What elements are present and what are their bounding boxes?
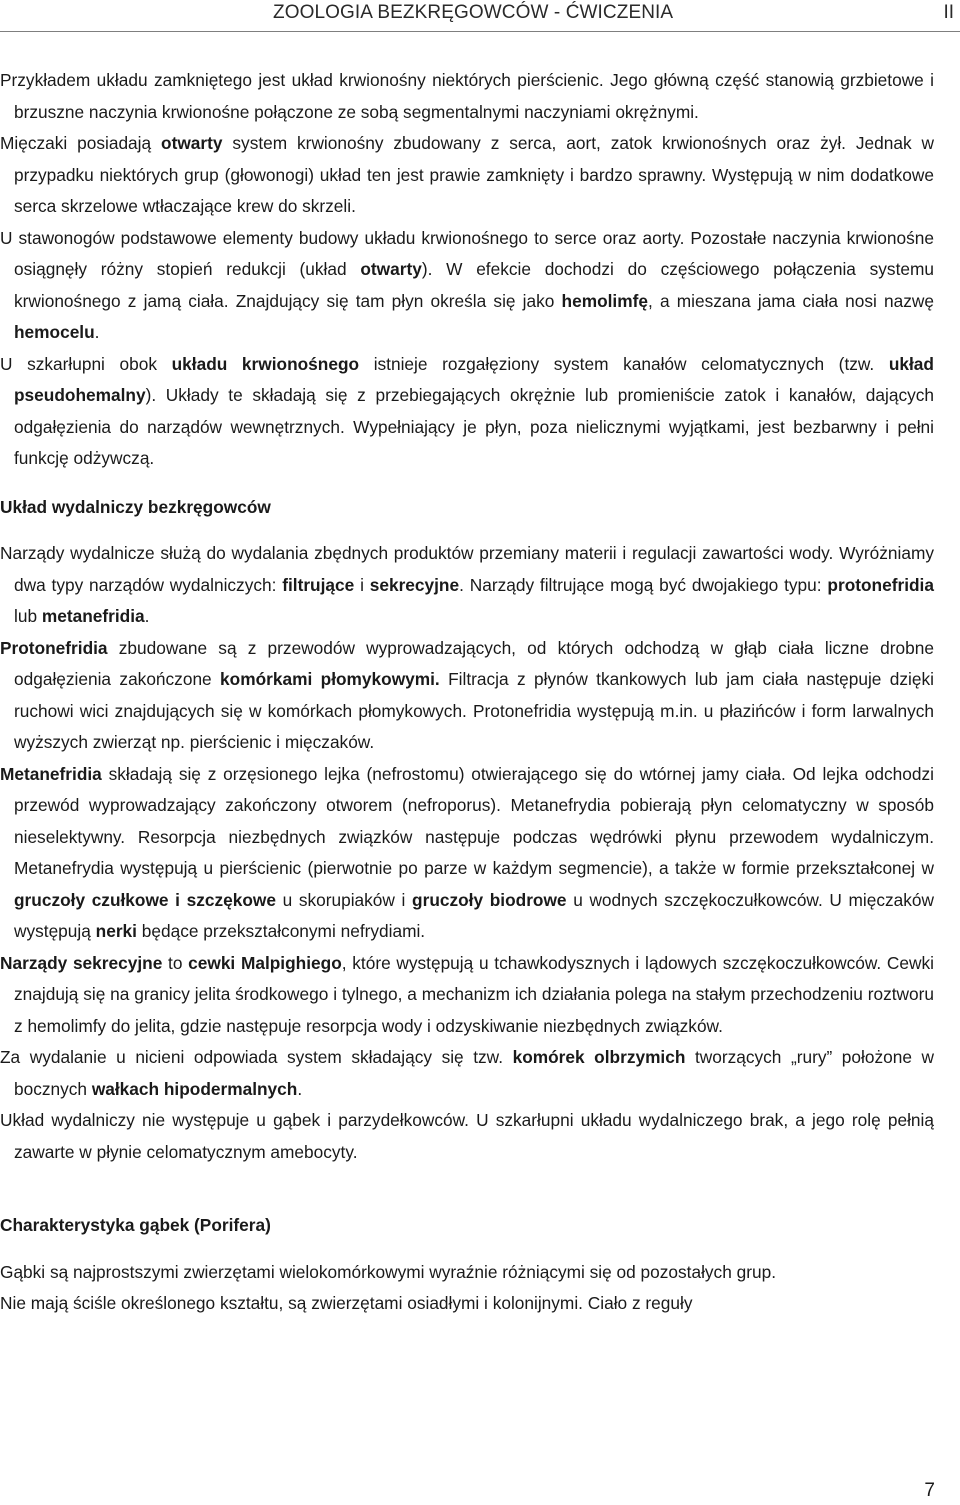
text-run: Przykładem układu zamkniętego jest układ krwionośny niektórych pierścienic. Jego główną część stanowią grzbietowe i brzuszne naczynia krwionośne połączone ze sobą segmentalnymi naczyniami okrężnymi. bbox=[0, 70, 934, 122]
text-run: . Narządy filtrujące mogą być dwojakiego typu: bbox=[459, 574, 828, 595]
bold-term: metanefridia bbox=[41, 606, 145, 626]
bold-term: układ pseudohemalny bbox=[14, 353, 934, 405]
text-run: system krwionośny zbudowany z serca, aort, zatok krwionośnych oraz żył. Jednak w przypadku niektórych grup (głowonogi) układ ten jest prawie zamknięty i bardzo sprawny. Występują w nim dodatkowe serca skrzelowe wtłaczające krew do skrzeli. bbox=[14, 133, 935, 216]
text-run: lub bbox=[14, 606, 42, 626]
bold-term: wałkach hipodermalnych bbox=[91, 1078, 298, 1099]
text-run: Układ wydalniczy nie występuje u gąbek i parzydełkowców. U szkarłupni układu wydalniczego brak, a jego rolę pełnią zawarte w płynie celomatycznym amebocyty. bbox=[0, 1110, 934, 1162]
bold-term: gruczoły czułkowe i szczękowe bbox=[14, 889, 276, 910]
header-chapter-number: II bbox=[943, 2, 954, 23]
bold-term: komórek olbrzymich bbox=[512, 1047, 686, 1067]
paragraph bbox=[0, 1257, 934, 1289]
text-run: istnieje rozgałęziony system kanałów celomatycznych (tzw. bbox=[359, 353, 889, 374]
text-run: Mięczaki posiadają bbox=[0, 133, 162, 153]
bold-term: Metanefridia bbox=[0, 763, 102, 784]
text-run: Narządy wydalnicze służą do wydalania zbędnych produktów przemiany materii i regulacji zawartości wody. Wyróżniamy dwa typy narządów wydalniczych: bbox=[0, 543, 934, 595]
paragraph bbox=[0, 223, 934, 349]
text-run: Gąbki są najprostszymi zwierzętami wielokomórkowymi wyraźnie różniącymi się od pozostałych grup. bbox=[0, 1261, 777, 1282]
paragraph bbox=[0, 1288, 934, 1320]
bold-term: sekrecyjne bbox=[369, 574, 460, 595]
text-run: , które występują u tchawkodysznych i lądowych szczękoczułkowców. Cewki znajdują się na granicy jelita środkowego i tylnego, a mechanizm ich działania polega na stałym przechodzeniu roztworu z hemolimfy do jelita, gdzie następuje resorpcja wody i odzyskiwanie niezbędnych związków. bbox=[14, 952, 934, 1036]
text-run: to bbox=[162, 952, 189, 973]
text-run: u skorupiaków i bbox=[275, 889, 413, 910]
text-run: . bbox=[144, 606, 150, 626]
paragraph bbox=[0, 349, 934, 475]
paragraph bbox=[0, 128, 934, 223]
text-run: . bbox=[94, 322, 100, 342]
text-run: ). Układy te składają się z przebiegających okrężnie lub promieniście zatok i kanałów, dających odgałęzienia do narządów wewnętrznych. Wypełniający je płyn, poza nielicznymi wyjątkami, jest bezbarwny i pełni funkcję odżywczą. bbox=[14, 385, 934, 468]
header-title: ZOOLOGIA BEZKRĘGOWCÓW - ĆWICZENIA bbox=[273, 2, 674, 23]
bold-term: protonefridia bbox=[827, 574, 934, 595]
bold-term: gruczoły biodrowe bbox=[412, 889, 567, 910]
text-run: składają się z orzęsionego lejka (nefrostomu) otwierającego się do wtórnej jamy ciała. Od lejka odchodzi przewód wyprowadzający zakończony otworem (nefroporus). Metanefrydia pobierają płyn celomatyczny w sposób nieselektywny. Resorpcja niezbędnych związków następuje podczas wędrówki płynu przewodem wydalniczym. Metanefrydia występują u pierścienic (pierwotnie po parze w każdym segmencie), a także w formie przekształconej w bbox=[14, 763, 934, 878]
text-run: zbudowane są z przewodów wyprowadzających, od których odchodzą w głąb ciała liczne drobne odgałęzienia zakończone bbox=[14, 637, 934, 689]
text-run: , a mieszana jama ciała nosi nazwę bbox=[647, 290, 934, 311]
header-rule bbox=[0, 31, 960, 32]
text-run: u wodnych szczękoczułkowców. U mięczaków występują bbox=[14, 889, 934, 941]
bold-term: hemocelu bbox=[14, 322, 95, 342]
paragraph bbox=[0, 1042, 934, 1105]
bold-term: komórkami płomykowymi. bbox=[220, 669, 440, 689]
page-number: 7 bbox=[924, 1480, 935, 1501]
paragraph bbox=[0, 759, 934, 948]
bold-term: otwarty bbox=[161, 133, 223, 153]
document-body bbox=[0, 65, 934, 1320]
text-run: Filtracja z płynów tkankowych lub jam ciała następuje dzięki ruchowi wici znajdujących się w komórkach płomykowych. Protonefridia występują m.in. u płazińców i form larwalnych wyższych zwierząt np. pierścienic i mięczaków. bbox=[14, 669, 934, 752]
text-run: U szkarłupni obok bbox=[0, 353, 172, 374]
text-run: ). W efekcie dochodzi do częściowego połączenia systemu krwionośnego z jamą ciała. Znajdujący się tam płyn określa się jako bbox=[14, 259, 934, 311]
paragraph bbox=[0, 633, 934, 759]
text-run: tworzących „rury” położone w bocznych bbox=[14, 1047, 934, 1099]
paragraph bbox=[0, 1105, 934, 1168]
text-run: i bbox=[354, 574, 370, 595]
text-run: będące przekształconymi nefrydiami. bbox=[136, 921, 426, 941]
paragraph bbox=[0, 538, 934, 633]
text-run: . bbox=[297, 1078, 303, 1099]
intro-paragraphs bbox=[0, 65, 934, 475]
bold-term: cewki Malpighiego bbox=[188, 952, 342, 973]
paragraph bbox=[0, 948, 934, 1043]
bold-term: układu krwionośnego bbox=[171, 353, 360, 374]
bold-term: otwarty bbox=[360, 259, 422, 279]
bold-term: hemolimfę bbox=[561, 290, 648, 311]
text-run: Nie mają ściśle określonego kształtu, są zwierzętami osiadłymi i kolonijnymi. Ciało z reguły bbox=[0, 1293, 693, 1313]
bold-term: filtrujące bbox=[282, 574, 355, 595]
paragraph bbox=[0, 65, 934, 128]
page-header bbox=[0, 0, 960, 26]
section-excretory-system bbox=[0, 538, 934, 1168]
bold-term: Protonefridia bbox=[0, 637, 108, 658]
bold-term: nerki bbox=[95, 921, 137, 941]
bold-term: Narządy sekrecyjne bbox=[0, 952, 163, 973]
section-sponges bbox=[0, 1257, 934, 1320]
section-heading-sponges: Charakterystyka gąbek (Porifera) bbox=[0, 1215, 271, 1235]
text-run: Za wydalanie u nicieni odpowiada system składający się tzw. bbox=[0, 1047, 513, 1067]
text-run: U stawonogów podstawowe elementy budowy układu krwionośnego to serce oraz aorty. Pozostałe naczynia krwionośne osiągnęły różny stopień redukcji (układ bbox=[0, 227, 934, 279]
section-heading-excretory-system: Układ wydalniczy bezkręgowców bbox=[0, 496, 271, 517]
